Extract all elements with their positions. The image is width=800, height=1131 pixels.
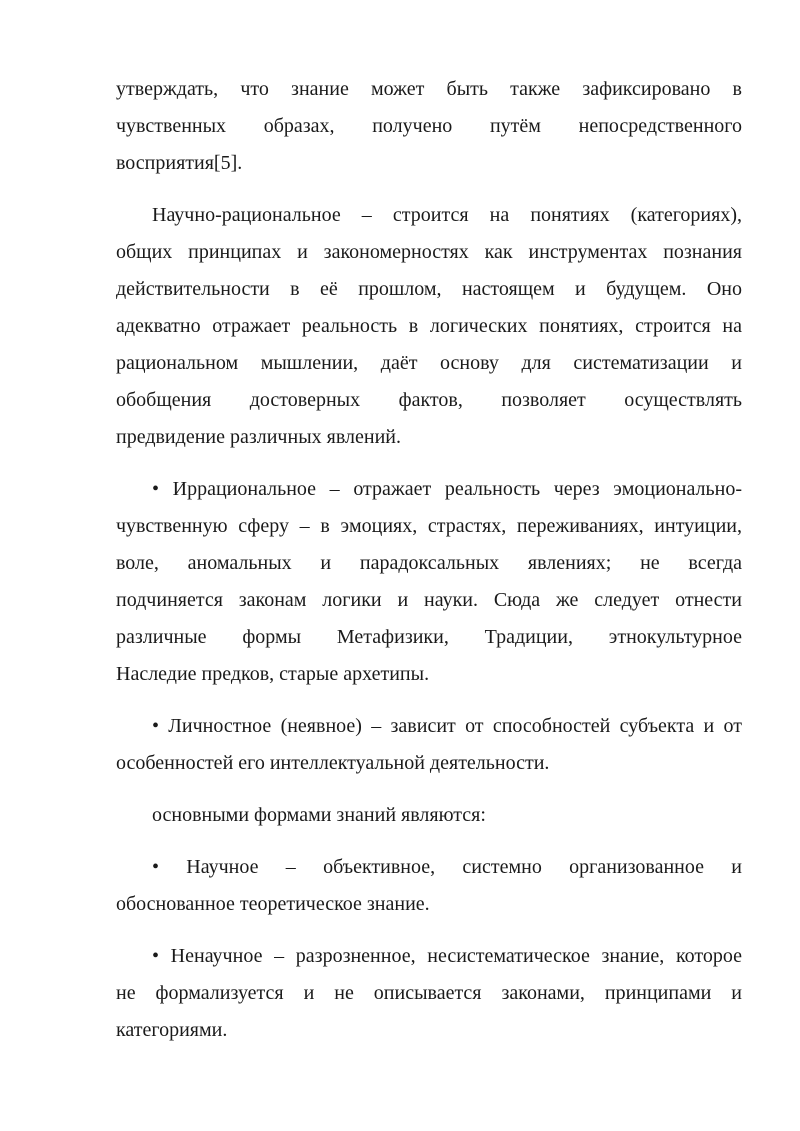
text-line: • Личностное (неявное) – зависит от способностей субъекта и от <box>152 715 742 737</box>
text-line: основными формами знаний являются: <box>152 804 486 826</box>
paragraph <box>116 197 742 456</box>
paragraph <box>116 471 742 693</box>
text-line: различные формы Метафизики, Традиции, этнокультурное <box>116 626 742 648</box>
text-line: действительности в её прошлом, настоящем и будущем. Оно <box>116 278 742 300</box>
text-line: обобщения достоверных фактов, позволяет осуществлять <box>116 389 742 411</box>
paragraph <box>116 71 742 182</box>
paragraph <box>116 938 742 1049</box>
paragraph <box>116 708 742 782</box>
text-line: особенностей его интеллектуальной деятельности. <box>116 752 550 774</box>
text-line: • Иррациональное – отражает реальность через эмоционально- <box>152 478 742 500</box>
text-line: Научно-рациональное – строится на понятиях (категориях), <box>152 204 742 226</box>
document-page <box>116 71 742 1049</box>
text-line: адекватно отражает реальность в логических понятиях, строится на <box>116 315 742 337</box>
text-line: • Научное – объективное, системно организованное и <box>152 856 742 878</box>
text-line: предвидение различных явлений. <box>116 426 401 448</box>
text-line: воле, аномальных и парадоксальных явлениях; не всегда <box>116 552 742 574</box>
text-line: чувственных образах, получено путём непосредственного <box>116 115 742 137</box>
paragraph <box>116 797 742 834</box>
text-line: не формализуется и не описывается законами, принципами и <box>116 982 742 1004</box>
text-line: категориями. <box>116 1019 228 1041</box>
text-line: • Ненаучное – разрозненное, несистематическое знание, которое <box>152 945 742 967</box>
text-line: чувственную сферу – в эмоциях, страстях, переживаниях, интуиции, <box>116 515 742 537</box>
paragraph <box>116 849 742 923</box>
text-line: утверждать, что знание может быть также зафиксировано в <box>116 78 742 100</box>
text-line: обоснованное теоретическое знание. <box>116 893 430 915</box>
text-line: рациональном мышлении, даёт основу для систематизации и <box>116 352 742 374</box>
text-line: общих принципах и закономерностях как инструментах познания <box>116 241 742 263</box>
text-line: восприятия[5]. <box>116 152 243 174</box>
text-line: Наследие предков, старые архетипы. <box>116 663 430 685</box>
text-line: подчиняется законам логики и науки. Сюда же следует отнести <box>116 589 742 611</box>
